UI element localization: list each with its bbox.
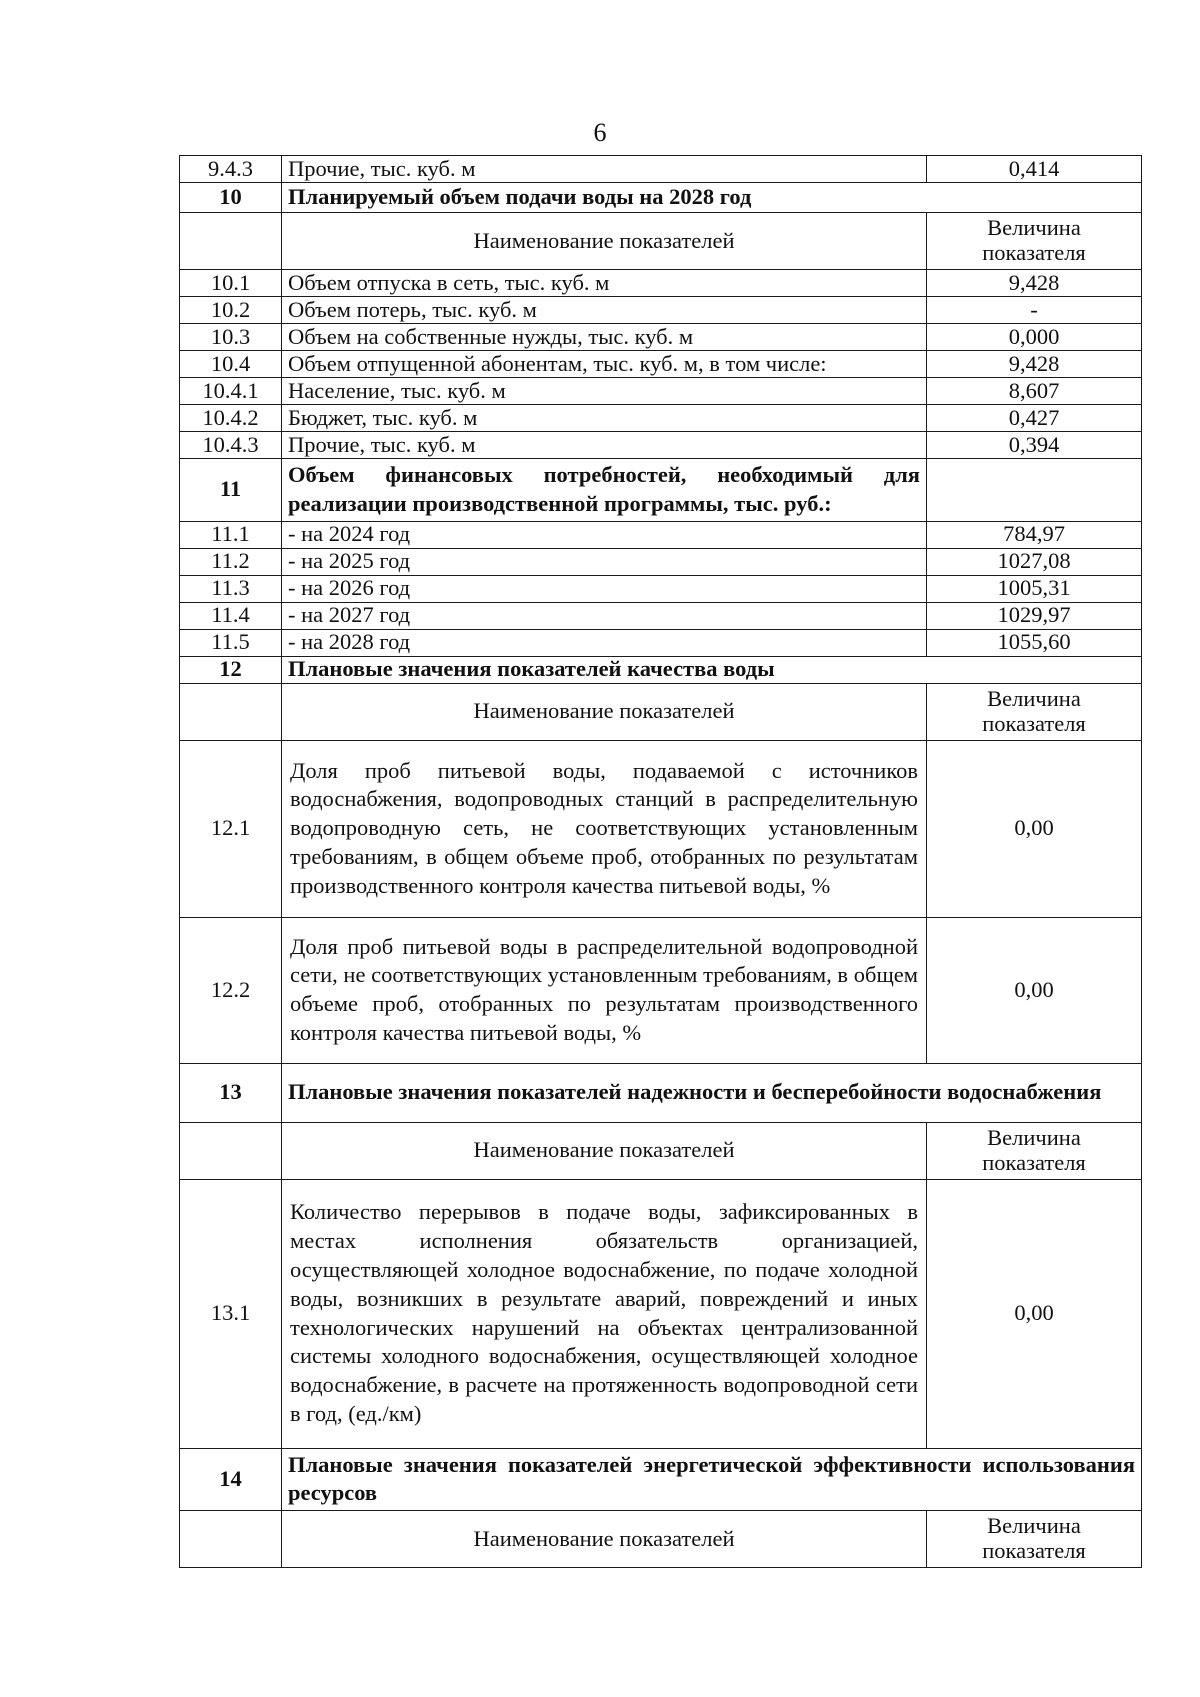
row-name: - на 2026 год — [282, 575, 927, 602]
row-value: 0,394 — [927, 432, 1142, 459]
row-value: 0,000 — [927, 324, 1142, 351]
row-value: 1005,31 — [927, 575, 1142, 602]
section-row — [180, 459, 1142, 522]
table-row — [180, 521, 1142, 548]
row-value: 9,428 — [927, 351, 1142, 378]
header-row — [180, 213, 1142, 270]
header-row — [180, 683, 1142, 740]
row-value: 0,00 — [927, 740, 1142, 917]
row-name: Объем отпущенной абонентам, тыс. куб. м, в том числе: — [282, 351, 927, 378]
section-title: Планируемый объем подачи воды на 2028 год — [282, 183, 1142, 213]
column-header-name: Наименование показателей — [282, 1511, 927, 1568]
row-value: 0,00 — [927, 1179, 1142, 1448]
row-name: Прочие, тыс. куб. м — [282, 156, 927, 183]
row-number: 10.4.3 — [180, 432, 282, 459]
table-row — [180, 405, 1142, 432]
header-empty-cell — [180, 213, 282, 270]
header-empty-cell — [180, 683, 282, 740]
row-value: 9,428 — [927, 270, 1142, 297]
row-value: 784,97 — [927, 521, 1142, 548]
row-number: 10.1 — [180, 270, 282, 297]
row-number: 9.4.3 — [180, 156, 282, 183]
section-title: Плановые значения показателей надежности и бесперебойности водоснабжения — [282, 1063, 1142, 1122]
column-header-name: Наименование показателей — [282, 213, 927, 270]
row-name: Доля проб питьевой воды в распределительной водопроводной сети, не соответствующих установленным требованиям, в общем объеме проб, отобранных по результатам производственного контроля качества питьевой воды, % — [282, 917, 927, 1063]
row-value: - — [927, 297, 1142, 324]
section-empty-cell — [927, 459, 1142, 522]
table-row — [180, 602, 1142, 629]
section-title: Плановые значения показателей энергетической эффективности использования ресурсов — [282, 1448, 1142, 1511]
row-name: Количество перерывов в подаче воды, зафиксированных в местах исполнения обязательств организацией, осуществляющей холодное водоснабжение, по подаче холодной воды, возникших в результате аварий, повреждений и иных технологических нарушений на объектах централизованной системы холодного водоснабжения, осуществляющей холодное водоснабжение, в расчете на протяженность водопроводной сети в год, (ед./км) — [282, 1179, 927, 1448]
column-header-name: Наименование показателей — [282, 1122, 927, 1179]
row-value: 1029,97 — [927, 602, 1142, 629]
row-number: 10.4.2 — [180, 405, 282, 432]
section-row — [180, 656, 1142, 683]
row-number: 11.2 — [180, 548, 282, 575]
table-row — [180, 548, 1142, 575]
row-number: 10.3 — [180, 324, 282, 351]
section-row — [180, 1448, 1142, 1511]
section-title: Объем финансовых потребностей, необходимый для реализации производственной программы, тыс. руб.: — [282, 459, 927, 522]
section-row — [180, 1063, 1142, 1122]
row-name: - на 2027 год — [282, 602, 927, 629]
table-row — [180, 324, 1142, 351]
table-row — [180, 1179, 1142, 1448]
row-name: Объем отпуска в сеть, тыс. куб. м — [282, 270, 927, 297]
row-value: 1055,60 — [927, 629, 1142, 656]
table-row — [180, 575, 1142, 602]
row-name: Население, тыс. куб. м — [282, 378, 927, 405]
row-number: 11.4 — [180, 602, 282, 629]
header-empty-cell — [180, 1511, 282, 1568]
row-name: Прочие, тыс. куб. м — [282, 432, 927, 459]
row-name: - на 2024 год — [282, 521, 927, 548]
row-name: - на 2028 год — [282, 629, 927, 656]
table-row — [180, 351, 1142, 378]
row-number: 12.1 — [180, 740, 282, 917]
row-number: 10.4 — [180, 351, 282, 378]
table-row — [180, 378, 1142, 405]
row-number: 11.5 — [180, 629, 282, 656]
table-row — [180, 917, 1142, 1063]
section-number: 10 — [180, 183, 282, 213]
header-row — [180, 1511, 1142, 1568]
table-row — [180, 270, 1142, 297]
header-empty-cell — [180, 1122, 282, 1179]
row-number: 10.2 — [180, 297, 282, 324]
row-value: 0,427 — [927, 405, 1142, 432]
column-header-value: Величина показателя — [927, 1511, 1142, 1568]
section-number: 13 — [180, 1063, 282, 1122]
section-title: Плановые значения показателей качества воды — [282, 656, 1142, 683]
column-header-value: Величина показателя — [927, 213, 1142, 270]
row-number: 11.3 — [180, 575, 282, 602]
section-row — [180, 183, 1142, 213]
section-number: 11 — [180, 459, 282, 522]
table-row — [180, 629, 1142, 656]
row-name: Доля проб питьевой воды, подаваемой с источников водоснабжения, водопроводных станций в распределительную водопроводную сеть, не соответствующих установленным требованиям, в общем объеме проб, отобранных по результатам производственного контроля качества питьевой воды, % — [282, 740, 927, 917]
table-row — [180, 156, 1142, 183]
row-number: 10.4.1 — [180, 378, 282, 405]
section-number: 12 — [180, 656, 282, 683]
indicators-table — [179, 155, 1142, 1568]
row-number: 13.1 — [180, 1179, 282, 1448]
section-number: 14 — [180, 1448, 282, 1511]
row-value: 0,00 — [927, 917, 1142, 1063]
column-header-name: Наименование показателей — [282, 683, 927, 740]
row-name: Объем на собственные нужды, тыс. куб. м — [282, 324, 927, 351]
row-value: 1027,08 — [927, 548, 1142, 575]
row-name: Бюджет, тыс. куб. м — [282, 405, 927, 432]
column-header-value: Величина показателя — [927, 683, 1142, 740]
page-number: 6 — [593, 118, 607, 147]
row-name: - на 2025 год — [282, 548, 927, 575]
header-row — [180, 1122, 1142, 1179]
row-value: 0,414 — [927, 156, 1142, 183]
table-row — [180, 432, 1142, 459]
table-row — [180, 297, 1142, 324]
table-row — [180, 740, 1142, 917]
row-value: 8,607 — [927, 378, 1142, 405]
row-number: 12.2 — [180, 917, 282, 1063]
row-number: 11.1 — [180, 521, 282, 548]
column-header-value: Величина показателя — [927, 1122, 1142, 1179]
row-name: Объем потерь, тыс. куб. м — [282, 297, 927, 324]
